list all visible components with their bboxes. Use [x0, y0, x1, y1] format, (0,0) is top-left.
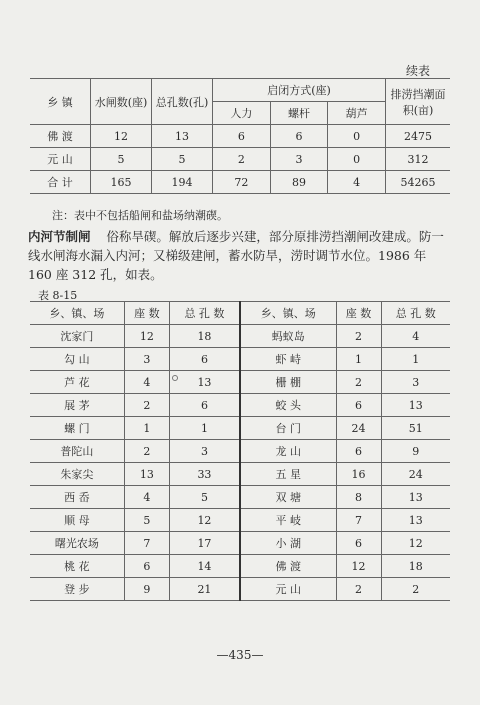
table-cell: 8 — [336, 486, 381, 509]
header-screw: 螺杆 — [270, 102, 328, 125]
control-sluice-table — [30, 301, 450, 601]
table-cell: 3 — [381, 371, 450, 394]
table-cell: 6 — [213, 125, 271, 148]
column-header: 乡、镇、场 — [240, 302, 336, 325]
table-cell: 6 — [336, 440, 381, 463]
table-row — [30, 148, 450, 171]
table-cell: 曙光农场 — [30, 532, 124, 555]
table-cell: 1 — [169, 417, 240, 440]
table-cell: 4 — [381, 325, 450, 348]
table-row — [30, 348, 450, 371]
table-cell: 顺 母 — [30, 509, 124, 532]
table-cell: 5 — [169, 486, 240, 509]
table-cell: 12 — [381, 532, 450, 555]
table-cell: 13 — [381, 394, 450, 417]
table-cell: 五 星 — [240, 463, 336, 486]
table-row — [30, 578, 450, 601]
table-cell: 4 — [124, 486, 169, 509]
table-cell: 佛 渡 — [30, 125, 91, 148]
table-cell: 7 — [336, 509, 381, 532]
table-cell: 9 — [124, 578, 169, 601]
table-cell: 1 — [336, 348, 381, 371]
table-cell: 6 — [270, 125, 328, 148]
table-cell: 普陀山 — [30, 440, 124, 463]
column-header: 总 孔 数 — [169, 302, 240, 325]
table-cell: 元 山 — [30, 148, 91, 171]
table-note: 注：表中不包括船闸和盐场纳潮碶。 — [52, 209, 228, 222]
table-cell: 朱家尖 — [30, 463, 124, 486]
table-cell: 双 塘 — [240, 486, 336, 509]
table-cell: 登 步 — [30, 578, 124, 601]
table-header-row — [30, 302, 450, 325]
table-cell: 12 — [336, 555, 381, 578]
header-gourd: 葫芦 — [328, 102, 386, 125]
table-cell: 3 — [169, 440, 240, 463]
table-cell: 7 — [124, 532, 169, 555]
table-cell: 312 — [386, 148, 451, 171]
table-cell: 6 — [336, 394, 381, 417]
table-cell: 21 — [169, 578, 240, 601]
header-town: 乡 镇 — [30, 79, 91, 125]
table-cell: 3 — [270, 148, 328, 171]
header-sluice-count: 水闸数(座) — [91, 79, 152, 125]
table-row — [30, 171, 450, 194]
table-row — [30, 463, 450, 486]
table-cell: 桃 花 — [30, 555, 124, 578]
section-title: 内河节制闸 — [28, 229, 91, 244]
table-cell: 2 — [124, 440, 169, 463]
table-cell: 2 — [336, 325, 381, 348]
table-cell: 165 — [91, 171, 152, 194]
table-cell: 西 岙 — [30, 486, 124, 509]
header-method-group: 启闭方式(座) — [213, 79, 386, 102]
table-cell: 5 — [124, 509, 169, 532]
table-cell: 4 — [124, 371, 169, 394]
table-cell: 栅 棚 — [240, 371, 336, 394]
table-cell: 虾 峙 — [240, 348, 336, 371]
table-cell: 0 — [328, 148, 386, 171]
table-cell: 芦 花 — [30, 371, 124, 394]
table-row — [30, 417, 450, 440]
table-row — [30, 125, 450, 148]
table-cell: 12 — [124, 325, 169, 348]
table-row — [30, 509, 450, 532]
table-cell: 3 — [124, 348, 169, 371]
table-row — [30, 440, 450, 463]
table-cell: 螺 门 — [30, 417, 124, 440]
table-cell: 沈家门 — [30, 325, 124, 348]
table-cell: 14 — [169, 555, 240, 578]
stray-mark — [172, 375, 178, 381]
continued-label: 续表 — [405, 64, 430, 78]
table-cell: 元 山 — [240, 578, 336, 601]
column-header: 乡、镇、场 — [30, 302, 124, 325]
table-row — [30, 325, 450, 348]
header-drainage-area: 排涝挡潮面积(亩) — [386, 79, 451, 125]
table-row — [30, 394, 450, 417]
table-row — [30, 532, 450, 555]
table-label: 表 8-15 — [38, 289, 78, 302]
table-cell: 1 — [381, 348, 450, 371]
table-cell: 6 — [169, 394, 240, 417]
table-cell: 龙 山 — [240, 440, 336, 463]
table-cell: 6 — [336, 532, 381, 555]
section-paragraph — [28, 227, 452, 284]
table-cell: 2 — [336, 371, 381, 394]
table-cell: 展 茅 — [30, 394, 124, 417]
table-cell: 0 — [328, 125, 386, 148]
table-row — [30, 555, 450, 578]
table-cell: 2 — [213, 148, 271, 171]
table-cell: 1 — [124, 417, 169, 440]
column-header: 座 数 — [336, 302, 381, 325]
table-cell: 16 — [336, 463, 381, 486]
table-cell: 5 — [152, 148, 213, 171]
table-cell: 蚂蚁岛 — [240, 325, 336, 348]
table-cell: 平 岐 — [240, 509, 336, 532]
table-cell: 89 — [270, 171, 328, 194]
table-cell: 13 — [124, 463, 169, 486]
table-cell: 2 — [381, 578, 450, 601]
table-cell: 4 — [328, 171, 386, 194]
table-cell: 佛 渡 — [240, 555, 336, 578]
table-cell: 13 — [381, 486, 450, 509]
table-cell: 勾 山 — [30, 348, 124, 371]
table-row — [30, 371, 450, 394]
table-cell: 蛟 头 — [240, 394, 336, 417]
header-holes: 总孔数(孔) — [152, 79, 213, 125]
table-cell: 17 — [169, 532, 240, 555]
table-cell: 小 湖 — [240, 532, 336, 555]
table-row — [30, 486, 450, 509]
table-cell: 54265 — [386, 171, 451, 194]
table-cell: 194 — [152, 171, 213, 194]
table-cell: 18 — [169, 325, 240, 348]
table-cell: 台 门 — [240, 417, 336, 440]
table-cell: 72 — [213, 171, 271, 194]
table-cell: 51 — [381, 417, 450, 440]
table-cell: 6 — [169, 348, 240, 371]
table-cell: 13 — [169, 371, 240, 394]
section-body: 俗称旱碶。解放后逐步兴建，部分原排涝挡潮闸改建成。防一线水闸海水漏入内河；又梯级建闸，蓄水防旱，涝时调节水位。1986 年 160 座 312 孔，如表。 — [28, 229, 444, 282]
table-cell: 24 — [381, 463, 450, 486]
table-cell: 2 — [336, 578, 381, 601]
table-cell: 13 — [152, 125, 213, 148]
table-cell: 18 — [381, 555, 450, 578]
table-cell: 6 — [124, 555, 169, 578]
table-cell: 5 — [91, 148, 152, 171]
table-cell: 2475 — [386, 125, 451, 148]
table-cell: 12 — [169, 509, 240, 532]
table-cell: 33 — [169, 463, 240, 486]
table-cell: 13 — [381, 509, 450, 532]
page-number: —435— — [216, 648, 264, 662]
table-cell: 12 — [91, 125, 152, 148]
header-manpower: 人力 — [213, 102, 271, 125]
column-header: 总 孔 数 — [381, 302, 450, 325]
table-cell: 9 — [381, 440, 450, 463]
column-header: 座 数 — [124, 302, 169, 325]
sluice-summary-table — [30, 78, 450, 194]
table-cell: 24 — [336, 417, 381, 440]
table-cell: 合 计 — [30, 171, 91, 194]
table-cell: 2 — [124, 394, 169, 417]
